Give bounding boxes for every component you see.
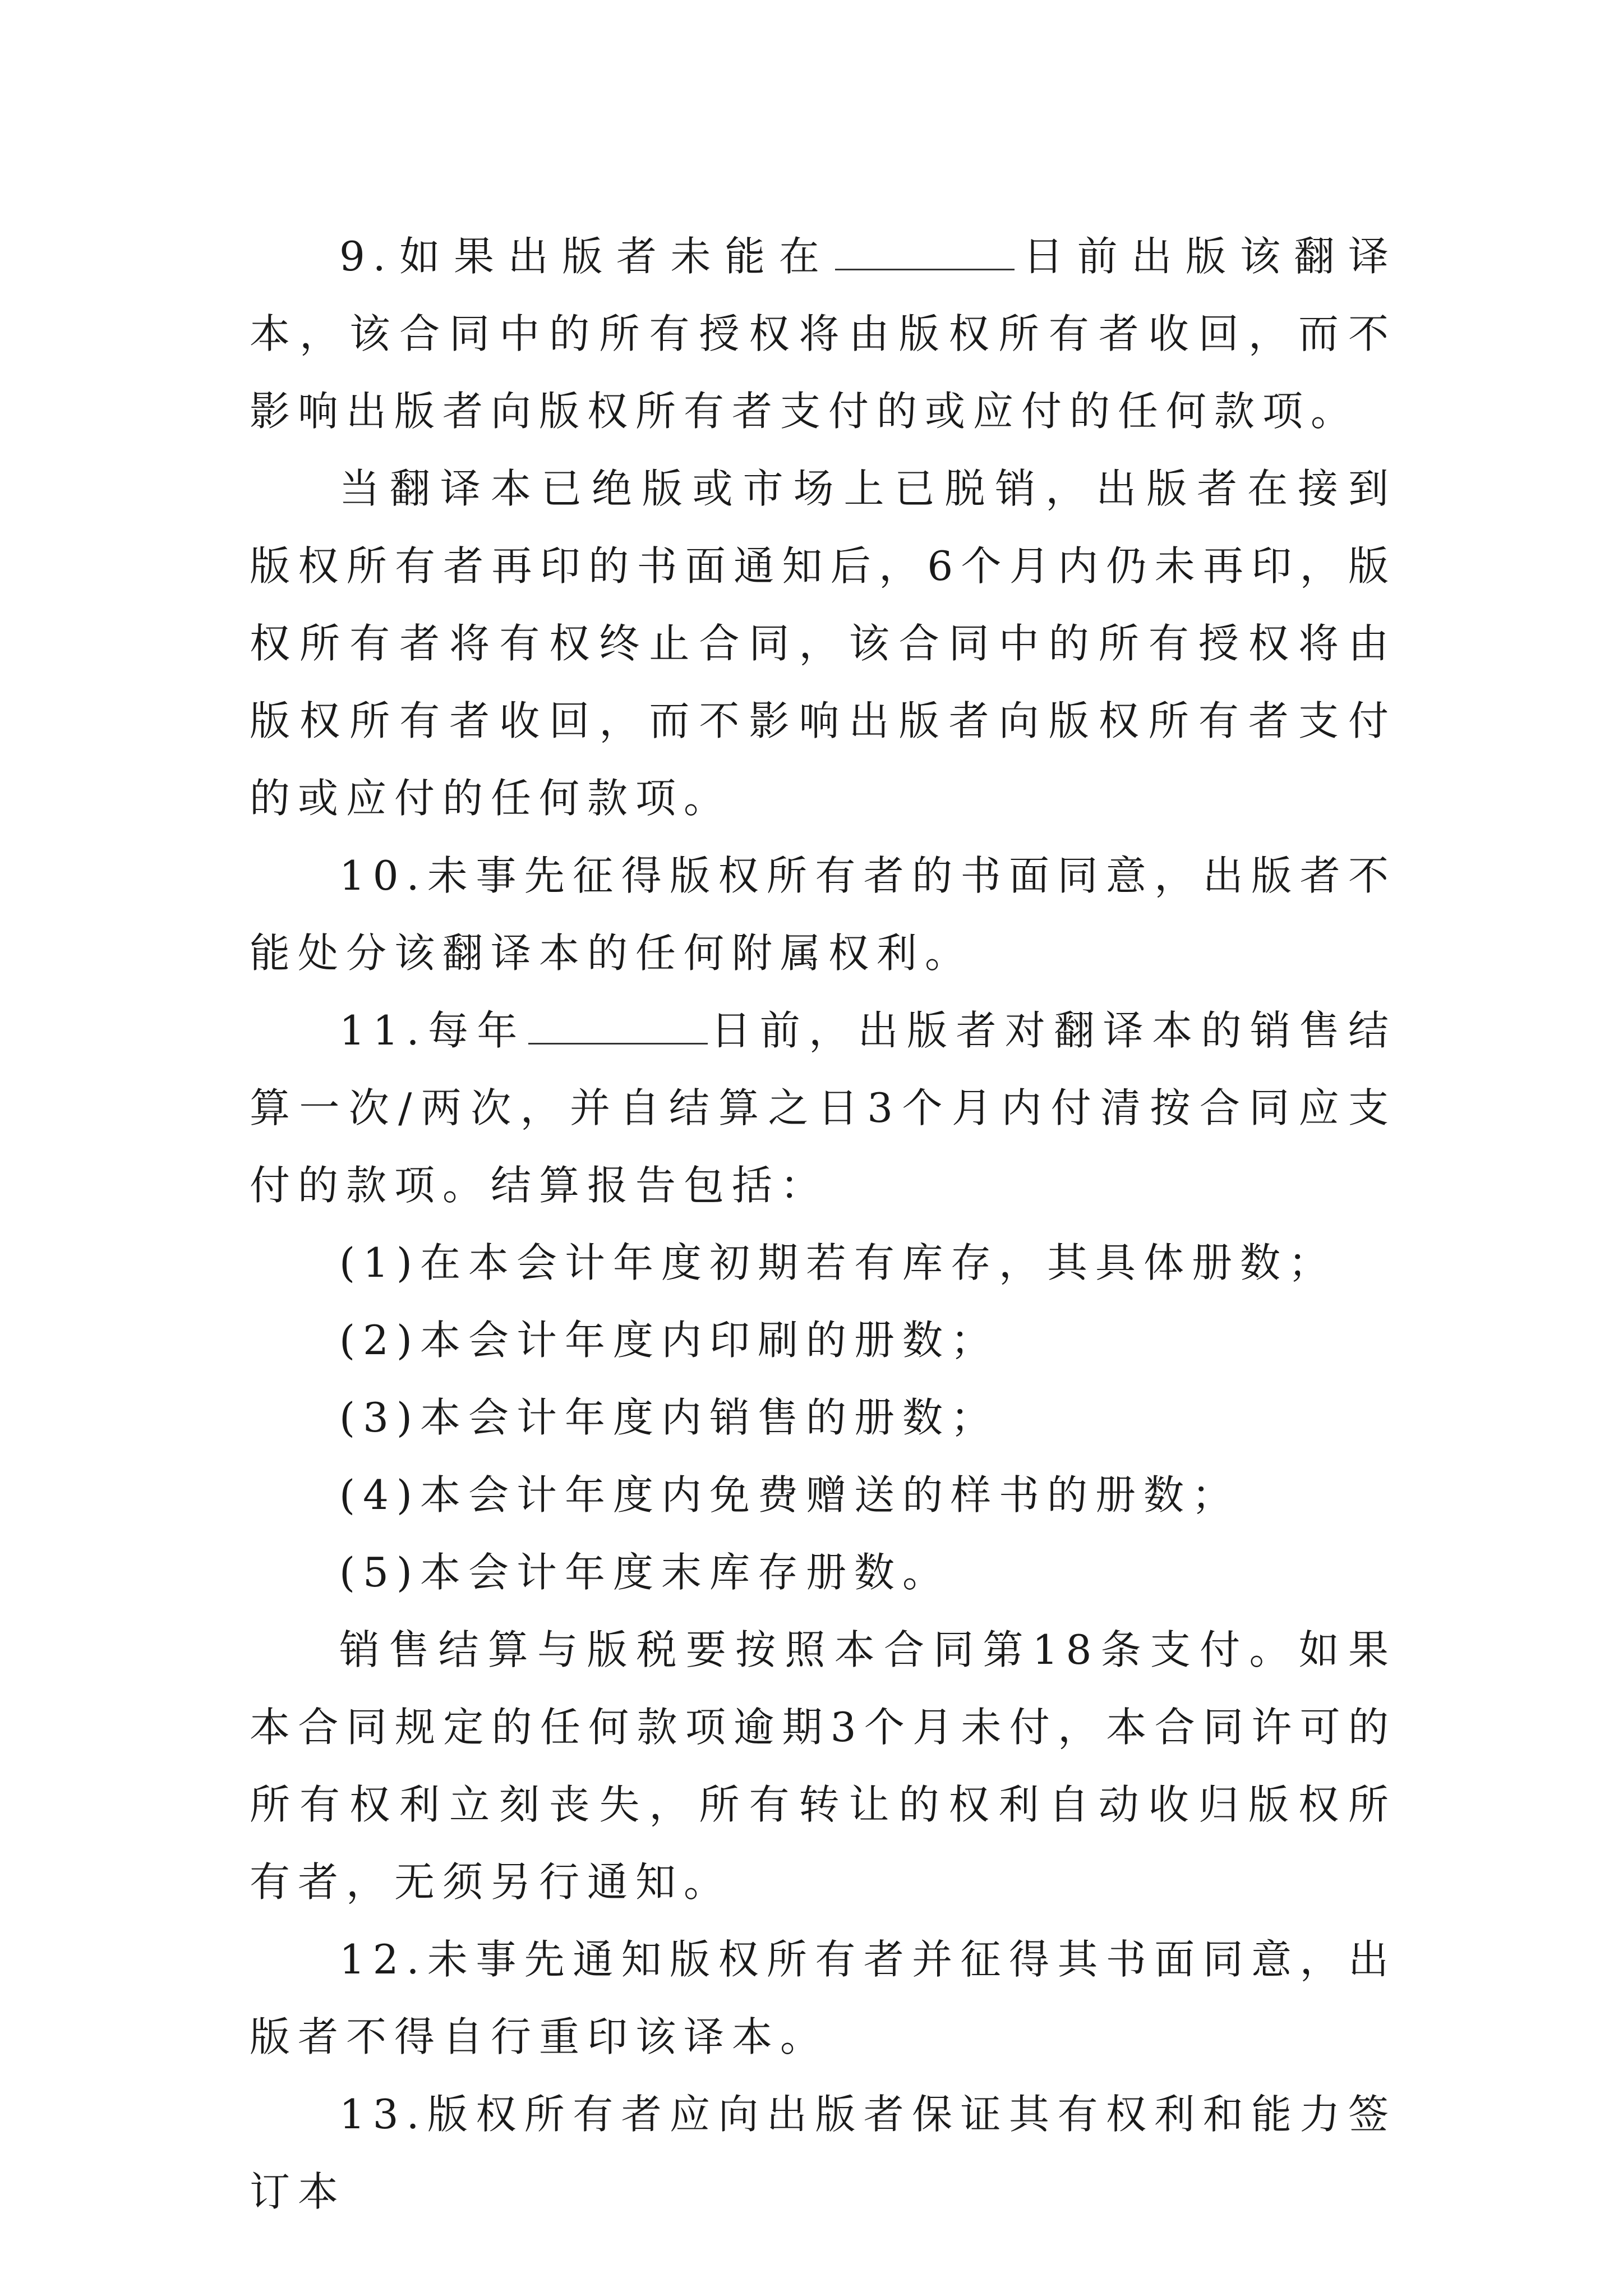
- fill-in-blank-annual-date: [528, 1006, 708, 1045]
- clause-11: [250, 992, 1396, 1224]
- clause-9-text-before: 9.如果出版者未能在: [339, 233, 833, 280]
- report-item-4: (4)本会计年度内免费赠送的样书的册数；: [339, 1471, 1240, 1519]
- clause-9-text-after: 日前出版该翻译本，该合同中的所有授权将由版权所有者收回，而不影响出版者向版权所有者支付的或应付的任何款项。: [250, 233, 1396, 435]
- clause-12: 12.未事先通知版权所有者并征得其书面同意，出版者不得自行重印该译本。: [250, 1936, 1396, 2060]
- document-body: [250, 218, 1396, 2230]
- report-item-3: (3)本会计年度内销售的册数；: [339, 1394, 999, 1441]
- fill-in-blank-date: [835, 232, 1015, 270]
- clause-11-text-before: 11.每年: [339, 1007, 526, 1054]
- clause-11-continuation: 销售结算与版税要按照本合同第18条支付。如果本合同规定的任何款项逾期3个月未付，本合同许可的所有权利立刻丧失，所有转让的权利自动收归版权所有者，无须另行通知。: [250, 1626, 1396, 1906]
- clause-9: [250, 218, 1396, 450]
- clause-13: 13.版权所有者应向出版者保证其有权利和能力签订本: [250, 2091, 1396, 2215]
- clause-10: 10.未事先征得版权所有者的书面同意，出版者不能处分该翻译本的任何附属权利。: [250, 852, 1396, 977]
- report-item-2: (2)本会计年度内印刷的册数；: [339, 1317, 999, 1364]
- clause-11-text-after: 日前，出版者对翻译本的销售结算一次/两次，并自结算之日3个月内付清按合同应支付的款项。结算报告包括：: [250, 1007, 1396, 1209]
- clause-9-continuation: 当翻译本已绝版或市场上已脱销，出版者在接到版权所有者再印的书面通知后，6个月内仍未再印，版权所有者将有权终止合同，该合同中的所有授权将由版权所有者收回，而不影响出版者向版权所有者支付的或应付的任何款项。: [250, 465, 1396, 822]
- report-item-1: (1)在本会计年度初期若有库存，其具体册数；: [339, 1239, 1336, 1286]
- report-item-5: (5)本会计年度末库存册数。: [339, 1549, 951, 1596]
